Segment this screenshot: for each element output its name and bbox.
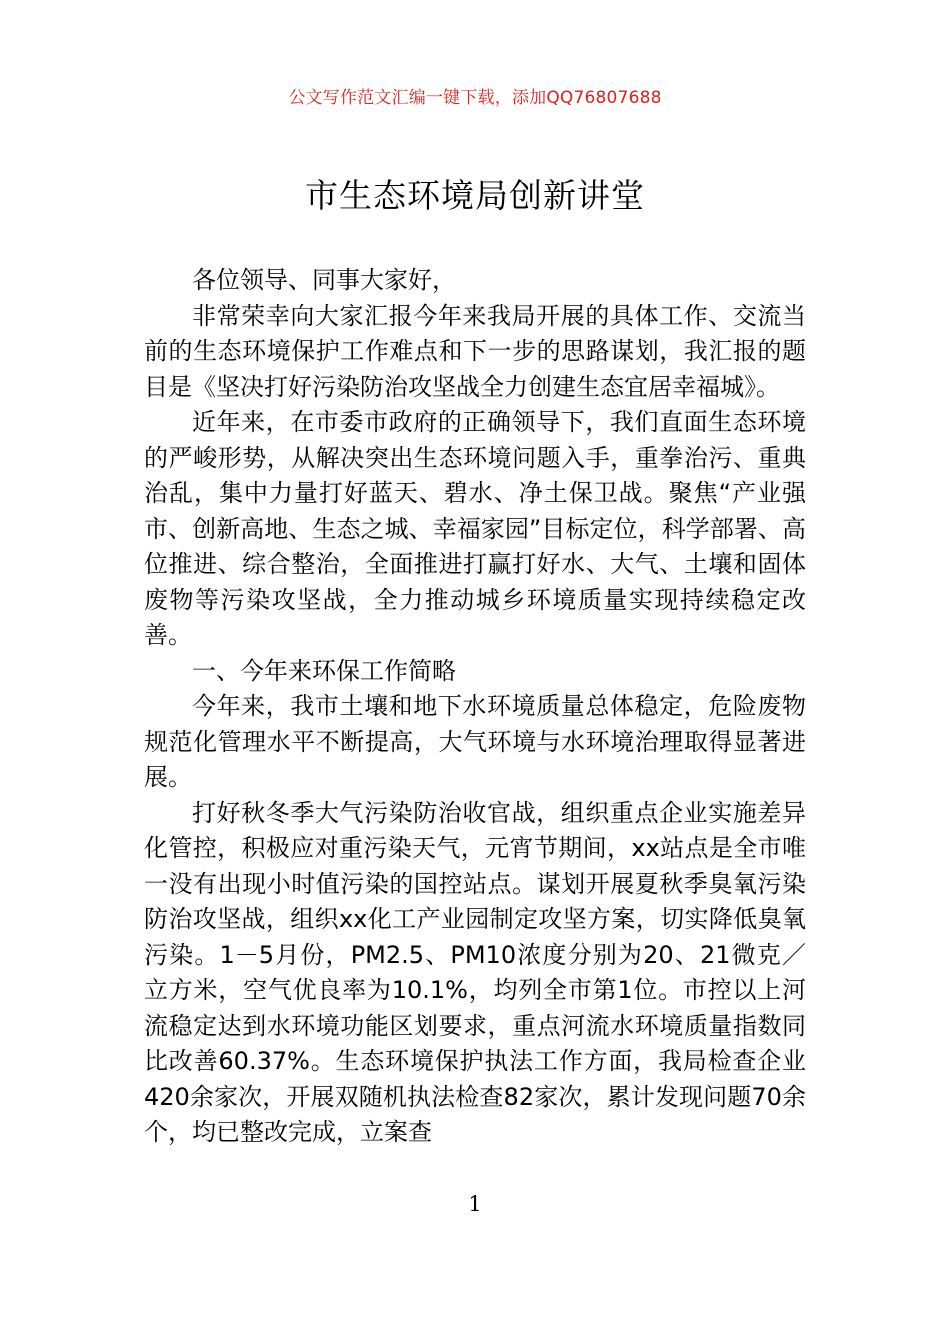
paragraph-greeting: 各位领导、同事大家好，	[192, 266, 456, 294]
download-notice: 公文写作范文汇编一键下载，添加QQ76807688	[288, 88, 662, 108]
paragraph-background: 近年来，在市委市政府的正确领导下，我们直面生态环境的严峻形势，从解决突出生态环境问题入手，重拳治污、重典治乱，集中力量打好蓝天、碧水、净土保卫战。聚焦“产业强市、创新高地、生态之城、幸福家园”目标定位，科学部署、高位推进、综合整治，全面推进打赢打好水、大气、土壤和固体废物等污染攻坚战，全力推动城乡环境质量实现持续稳定改善。	[144, 408, 806, 649]
paragraph-intro: 非常荣幸向大家汇报今年来我局开展的具体工作、交流当前的生态环境保护工作难点和下一步的思路谋划，我汇报的题目是《坚决打好污染防治攻坚战全力创建生态宜居幸福城》。	[144, 301, 806, 401]
section-heading: 一、今年来环保工作简略	[192, 656, 456, 685]
paragraph-summary: 今年来，我市土壤和地下水环境质量总体稳定，危险废物规范化管理水平不断提高，大气环境与水环境治理取得显著进展。	[144, 692, 806, 791]
page-number: 1	[468, 1192, 482, 1216]
document-body	[144, 263, 806, 1151]
paragraph-details: 打好秋冬季大气污染防治收官战，组织重点企业实施差异化管控，积极应对重污染天气，元宵节期间，xx站点是全市唯一没有出现小时值污染的国控站点。谋划开展夏秋季臭氧污染防治攻坚战，组织xx化工产业园制定攻坚方案，切实降低臭氧污染。1－5月份，PM2.5、PM10浓度分别为20、21微克／立方米，空气优良率为10.1%，均列全市第1位。市控以上河流稳定达到水环境功能区划要求，重点河流水环境质量指数同比改善60.37%。生态环境保护执法工作方面，我局检查企业420余家次，开展双随机执法检查82家次，累计发现问题70余个，均已整改完成，立案查	[144, 798, 806, 1146]
document-title: 市生态环境局创新讲堂	[305, 176, 645, 215]
